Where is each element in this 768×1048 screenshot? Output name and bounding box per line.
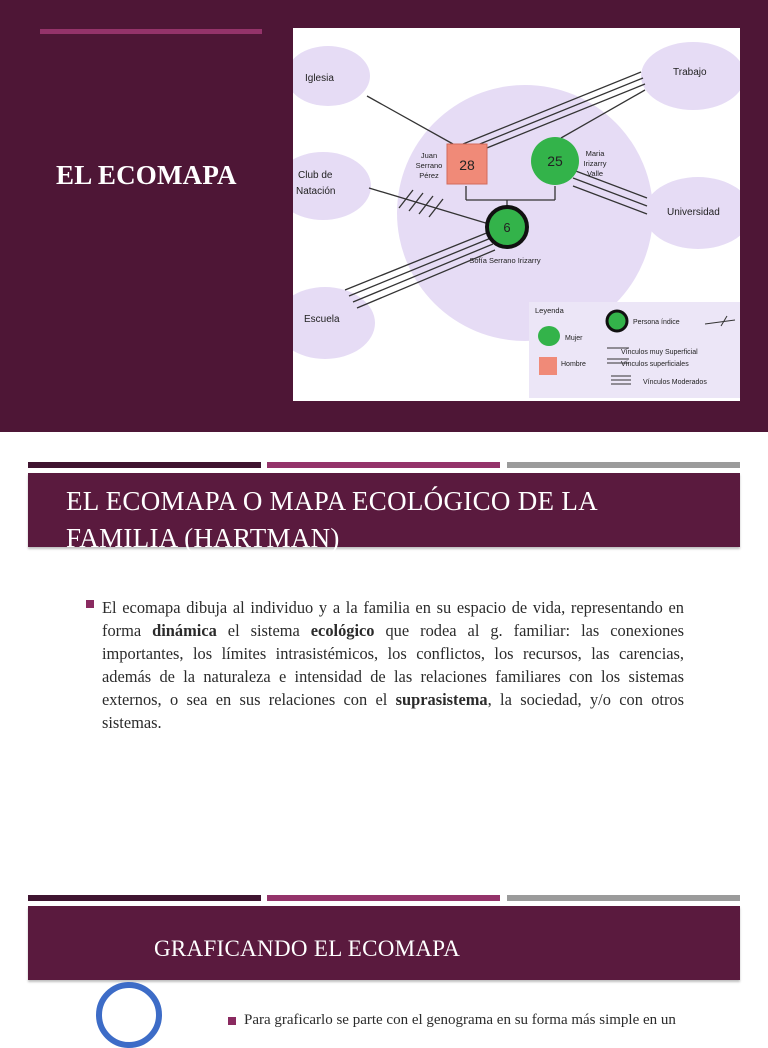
- legend-mujer: Mujer: [565, 335, 583, 342]
- slide-ecomapa-cover: [0, 0, 768, 432]
- slide-title: EL ECOMAPA: [56, 160, 237, 190]
- mother-age: 25: [547, 153, 563, 169]
- legend-moderados: Vínculos Moderados: [643, 379, 707, 386]
- divider-segment-dark: [28, 895, 261, 901]
- divider-segment-gray: [507, 895, 740, 901]
- para-bold-dinamica: dinámica: [152, 621, 217, 640]
- para-text-3: que rodea al g. familiar: las conexiones importantes, los límites intrasistémicos, los conflictos, los recursos, las carencias, además de la naturaleza e intensidad de las relaciones familiares con los sistemas externos, o sea en sus relaciones con el: [102, 621, 684, 709]
- label-iglesia: Iglesia: [305, 73, 334, 84]
- father-name-1: Juan: [420, 151, 438, 160]
- para-text-4: , la sociedad, y/o con otros sistemas.: [102, 690, 684, 732]
- slide2-title-line1: EL ECOMAPA O MAPA ECOLÓGICO DE LA: [66, 486, 598, 516]
- para-text-2: el sistema: [216, 621, 311, 640]
- mother-name-3: Valle: [586, 169, 604, 178]
- legend-superficiales: Vínculos superficiales: [621, 361, 689, 368]
- legend: [529, 302, 740, 398]
- divider-segment-gray: [507, 462, 740, 468]
- slide2-divider: [28, 462, 740, 468]
- slide3-title-bar: [28, 906, 740, 980]
- slide2-title-bar: [28, 473, 740, 553]
- accent-bar: [40, 29, 262, 34]
- father-age: 28: [459, 157, 475, 173]
- slide3-title: GRAFICANDO EL ECOMAPA: [154, 936, 461, 961]
- label-trabajo: Trabajo: [673, 67, 707, 78]
- legend-mujer-symbol: [538, 326, 560, 346]
- legend-muy-superficial: Vínculos muy Superficial: [621, 349, 698, 356]
- label-escuela: Escuela: [304, 314, 340, 325]
- legend-title: Leyenda: [535, 306, 564, 315]
- legend-hombre-symbol: [539, 357, 557, 375]
- divider-segment-dark: [28, 462, 261, 468]
- divider-segment-accent: [267, 462, 500, 468]
- slide3-divider: [28, 895, 740, 901]
- child-name: Sofía Serrano Irizarry: [469, 256, 541, 265]
- legend-hombre: Hombre: [561, 361, 586, 368]
- mother-name-2: Irizarry: [583, 159, 607, 168]
- legend-index: Persona índice: [633, 319, 680, 326]
- divider-segment-accent: [267, 895, 500, 901]
- bullet-marker: [86, 600, 94, 608]
- mother-name-1: Maria: [585, 149, 605, 158]
- ecomap-svg: [293, 28, 740, 401]
- label-universidad: Universidad: [667, 207, 720, 218]
- para-bold-ecologico: ecológico: [310, 621, 375, 640]
- child-age: 6: [503, 220, 511, 235]
- slide2-title: [66, 483, 706, 557]
- para-bold-suprasistema: suprasistema: [395, 690, 488, 709]
- father-name-3: Pérez: [419, 171, 439, 180]
- ring-decoration: [96, 982, 162, 1048]
- father-name-2: Serrano: [415, 161, 443, 170]
- slide2-paragraph: [102, 596, 684, 734]
- label-club-1: Club de: [298, 170, 333, 181]
- para-text-1: El ecomapa dibuja al individuo y a la familia en su espacio de vida, representando en forma: [102, 598, 684, 640]
- label-club-2: Natación: [296, 186, 336, 197]
- ecomap-diagram: [293, 28, 740, 401]
- legend-index-symbol: [607, 311, 627, 331]
- slide3-body-text: Para graficarlo se parte con el genograma en su forma más simple en un: [244, 1012, 676, 1028]
- slide2-title-line2: FAMILIA (HARTMAN): [66, 523, 340, 553]
